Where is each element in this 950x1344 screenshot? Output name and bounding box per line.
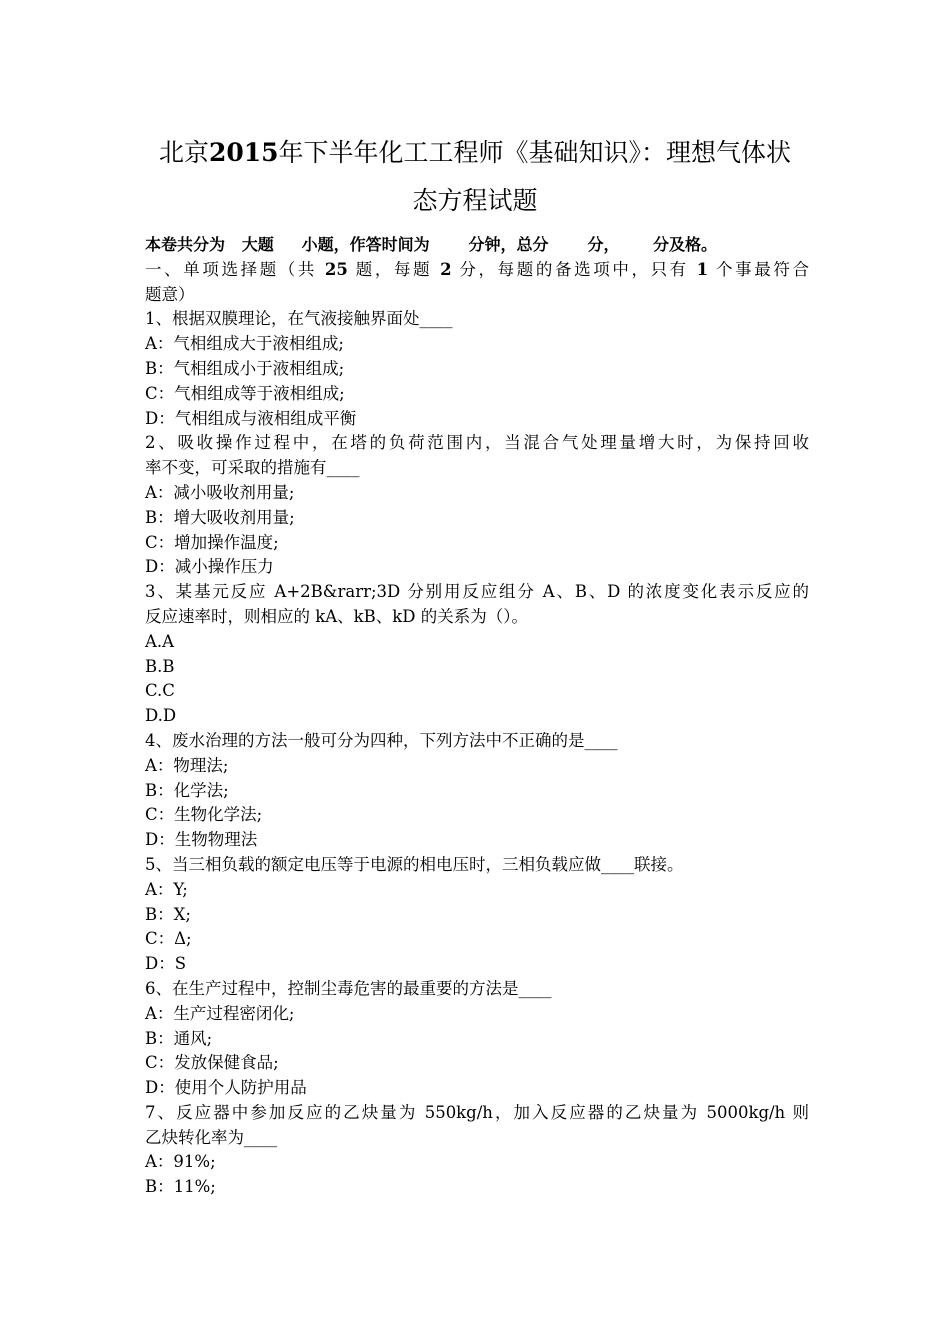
question-stem: 1、根据双膜理论，在气液接触界面处____: [145, 309, 453, 329]
text-line: B：通风;: [145, 1028, 213, 1048]
text-line: B：X;: [145, 904, 191, 924]
question-stem: 4、废水治理的方法一般可分为四种，下列方法中不正确的是____: [145, 730, 618, 750]
text-line: A：减小吸收剂用量;: [145, 482, 295, 502]
text-line: D.D: [145, 706, 177, 726]
text-line: B：增大吸收剂用量;: [145, 507, 295, 527]
title-year: 2015: [208, 138, 279, 167]
text-line: A：生产过程密闭化;: [145, 1003, 295, 1023]
document-title-line-1: [100, 138, 850, 168]
text-line: A.A: [145, 631, 175, 651]
question-stem: 7、反应器中参加反应的乙炔量为 550kg/h，加入反应器的乙炔量为 5000kg/h 则: [145, 1102, 809, 1122]
text-line: C：发放保健食品;: [145, 1053, 279, 1073]
section-text-c: 分，每题的备选项中，只有: [451, 259, 697, 279]
text-line: 乙炔转化率为____: [145, 1127, 277, 1147]
question-list: [145, 307, 809, 1200]
document-title-line-2: 态方程试题: [412, 186, 538, 215]
section-text-b: 题，每题: [347, 259, 441, 279]
text-line: A：Y;: [145, 879, 188, 899]
section-points: 2: [440, 259, 452, 279]
section-heading-line-2: 题意）: [145, 284, 195, 304]
text-line: D：S: [145, 954, 187, 974]
title-text-a: 北京: [158, 138, 209, 167]
section-one: 1: [696, 259, 709, 279]
text-line: D：生物物理法: [145, 830, 258, 850]
text-line: D：使用个人防护用品: [145, 1078, 307, 1098]
section-heading-line-1: [145, 258, 809, 283]
text-line: C：增加操作温度;: [145, 532, 279, 552]
exam-intro: 本卷共分为 大题 小题，作答时间为 分钟，总分 分， 分及格。: [145, 235, 717, 254]
text-line: C.C: [145, 681, 175, 701]
text-line: D：减小操作压力: [145, 557, 274, 577]
section-text-d: 个事最符合: [708, 259, 809, 279]
text-line: A：物理法;: [145, 755, 229, 775]
text-line: B：11%;: [145, 1177, 216, 1197]
question-stem: 3、某基元反应 A+2B&rarr;3D 分别用反应组分 A、B、D 的浓度变化表示反应的: [145, 582, 809, 602]
section-text-a: 一、单项选择题（共: [145, 259, 325, 279]
text-line: B：气相组成小于液相组成;: [145, 358, 345, 378]
title-text-b: 年下半年化工工程师《基础知识》：理想气体状: [278, 138, 792, 167]
text-line: C：气相组成等于液相组成;: [145, 383, 345, 403]
question-stem: 6、在生产过程中，控制尘毒危害的最重要的方法是____: [145, 978, 552, 998]
text-line: 率不变，可采取的措施有____: [145, 458, 360, 478]
question-stem: 2、吸收操作过程中，在塔的负荷范围内，当混合气处理量增大时，为保持回收: [145, 433, 809, 453]
text-line: 反应速率时，则相应的 kA、kB、kD 的关系为（）。: [145, 606, 529, 626]
text-line: D：气相组成与液相组成平衡: [145, 408, 357, 428]
text-line: B.B: [145, 656, 175, 676]
text-line: C：生物化学法;: [145, 805, 263, 825]
question-stem: 5、当三相负载的额定电压等于电源的相电压时，三相负载应做____联接。: [145, 854, 684, 874]
section-count: 25: [324, 259, 348, 279]
text-line: B：化学法;: [145, 780, 229, 800]
text-line: A：91%;: [145, 1152, 216, 1172]
text-line: A：气相组成大于液相组成;: [145, 334, 344, 354]
text-line: C：Δ;: [145, 929, 192, 949]
document-body: [145, 233, 809, 1200]
